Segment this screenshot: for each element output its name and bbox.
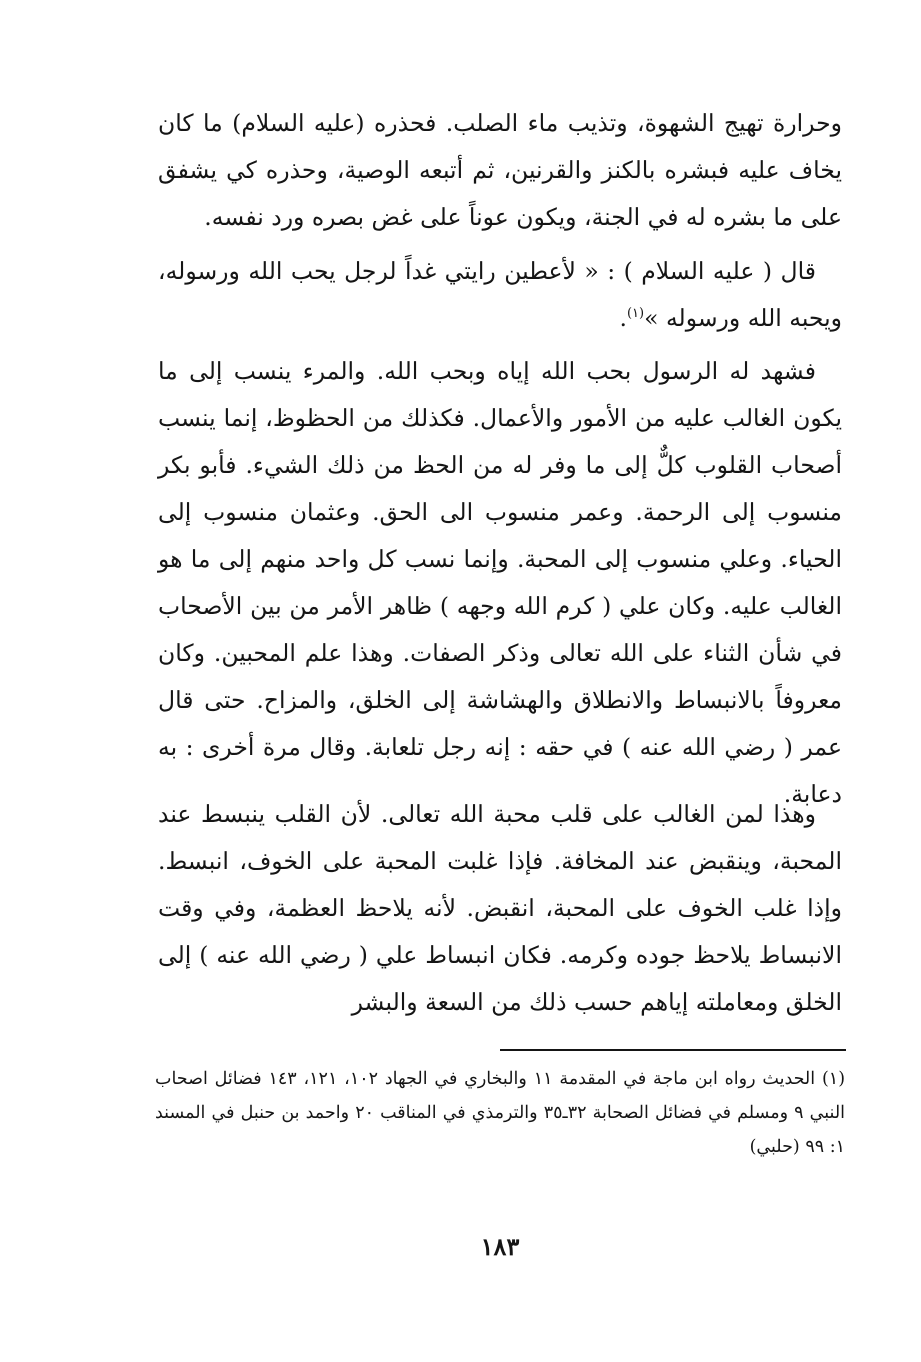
footnote-divider (500, 1049, 846, 1051)
paragraph-1: وحرارة تهيج الشهوة، وتذيب ماء الصلب. فحذره (عليه السلام) ما كان يخاف عليه فبشره بالكنز والقرنين، ثم أتبعه الوصية، وحذره كي يشفق على ما بشره له في الجنة، ويكون عوناً على غض بصره ورد نفسه. (158, 109, 842, 231)
page-number: ١٨٣ (480, 1232, 520, 1261)
paragraph-2: فشهد له الرسول بحب الله إياه وبحب الله. والمرء ينسب إلى ما يكون الغالب عليه من الأمور والأعمال. فكذلك من الحظوظ، إنما ينسب أصحاب القلوب كلٌّ إلى ما وفر له من الحظ من ذلك الشيء. فأبو بكر منسوب إلى الرحمة. وعمر منسوب الى الحق. وعثمان منسوب إلى الحياء. وعلي منسوب إلى المحبة. وإنما نسب كل واحد منهم إلى ما هو الغالب عليه. وكان علي ( كرم الله وجهه ) ظاهر الأمر من بين الأصحاب في شأن الثناء على الله تعالى وذكر الصفات. وهذا علم المحبين. وكان معروفاً بالانبساط والانطلاق والهشاشة إلى الخلق، والمزاح. حتى قال عمر ( رضي الله عنه ) في حقه : إنه رجل تلعابة. وقال مرة أخرى : به دعابة. (158, 357, 842, 808)
footnote-marker: (١) (626, 306, 645, 322)
hadith-text: قال ( عليه السلام ) : « لأعطين رايتي غداً لرجل يحب الله ورسوله، ويحبه الله ورسوله » (158, 257, 842, 332)
paragraph-3: وهذا لمن الغالب على قلب محبة الله تعالى. لأن القلب ينبسط عند المحبة، وينقبض عند المخافة. فإذا غلبت المحبة على الخوف، انبسط. وإذا غلب الخوف على المحبة، انقبض. لأنه يلاحظ العظمة، وفي وقت الانبساط يلاحظ جوده وكرمه. فكان انبساط علي ( رضي الله عنه ) إلى الخلق ومعاملته إياهم حسب ذلك من السعة والبشر (158, 800, 842, 1016)
hadith-end: . (619, 304, 627, 332)
hadith-quote (158, 248, 842, 342)
footnote-text: (١) الحديث رواه ابن ماجة في المقدمة ١١ والبخاري في الجهاد ١٠٢، ١٢١، ١٤٣ فضائل اصحاب النبي ٩ ومسلم في فضائل الصحابة ٣٢ـ٣٥ والترمذي في المناقب ٢٠ واحمد بن حنبل في المسند ١: ٩٩ (حلبي) (155, 1069, 846, 1157)
